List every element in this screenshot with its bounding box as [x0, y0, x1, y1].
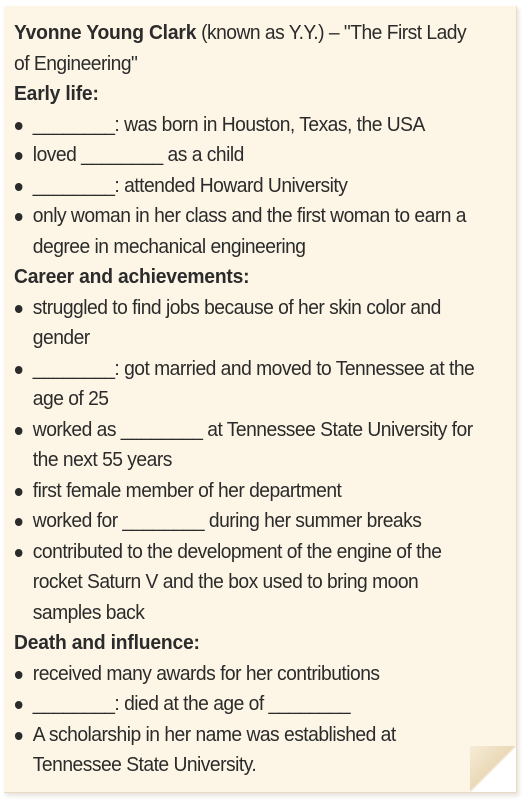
list-item-text: ________: was born in Houston, Texas, the USA — [32, 112, 425, 136]
list-item — [14, 201, 476, 262]
list-item-text: ________: died at the age of ________ — [32, 692, 351, 715]
bullet-icon — [15, 213, 23, 221]
list-item — [14, 293, 476, 354]
list-item-text: A scholarship in her name was established at Tennessee State University. — [32, 722, 396, 776]
title-subtitle: (known as Y.Y.) – "The First Lady of Engineering" — [14, 21, 467, 75]
worksheet-card — [4, 6, 517, 793]
list-item — [14, 537, 476, 629]
list-item-text: received many awards for her contributions — [32, 661, 380, 685]
title-name: Yvonne Young Clark — [14, 21, 197, 44]
bullet-icon — [15, 183, 23, 191]
section-heading-career: Career and achievements: — [14, 265, 250, 288]
bullet-icon — [15, 518, 23, 526]
list-item-text: ________: got married and moved to Tennessee at the age of 25 — [32, 356, 475, 410]
page-title — [14, 18, 476, 79]
early-life-list — [14, 110, 476, 263]
list-item — [14, 659, 476, 690]
list-item — [14, 110, 476, 141]
bullet-icon — [15, 305, 23, 313]
bullet-icon — [15, 549, 23, 557]
list-item — [14, 689, 476, 720]
section-heading-death: Death and influence: — [14, 631, 200, 654]
list-item-text: worked for ________ during her summer breaks — [32, 509, 422, 532]
list-item-text: struggled to find jobs because of her skin color and gender — [32, 295, 441, 349]
page-curl-corner — [470, 746, 516, 792]
list-item — [14, 506, 476, 537]
list-item — [14, 476, 476, 507]
list-item-text: ________: attended Howard University — [32, 173, 348, 197]
bullet-icon — [15, 732, 23, 740]
worksheet-content — [14, 18, 476, 781]
list-item-text: loved ________ as a child — [32, 143, 244, 166]
list-item — [14, 720, 476, 781]
list-item — [14, 171, 476, 202]
death-list — [14, 659, 476, 781]
list-item — [14, 415, 476, 476]
bullet-icon — [15, 152, 23, 160]
bullet-icon — [15, 427, 23, 435]
list-item — [14, 140, 476, 171]
list-item-text: only woman in her class and the first woman to earn a degree in mechanical engineering — [32, 204, 466, 258]
list-item — [14, 354, 476, 415]
list-item-text: first female member of her department — [32, 478, 342, 502]
bullet-icon — [15, 671, 23, 679]
list-item-text: contributed to the development of the engine of the rocket Saturn V and the box used to bring moon samples back — [32, 539, 442, 624]
career-list — [14, 293, 476, 629]
bullet-icon — [15, 488, 23, 496]
bullet-icon — [15, 701, 23, 709]
list-item-text: worked as ________ at Tennessee State University for the next 55 years — [32, 417, 473, 471]
section-heading-early-life: Early life: — [14, 82, 99, 105]
bullet-icon — [15, 122, 23, 130]
bullet-icon — [15, 366, 23, 374]
